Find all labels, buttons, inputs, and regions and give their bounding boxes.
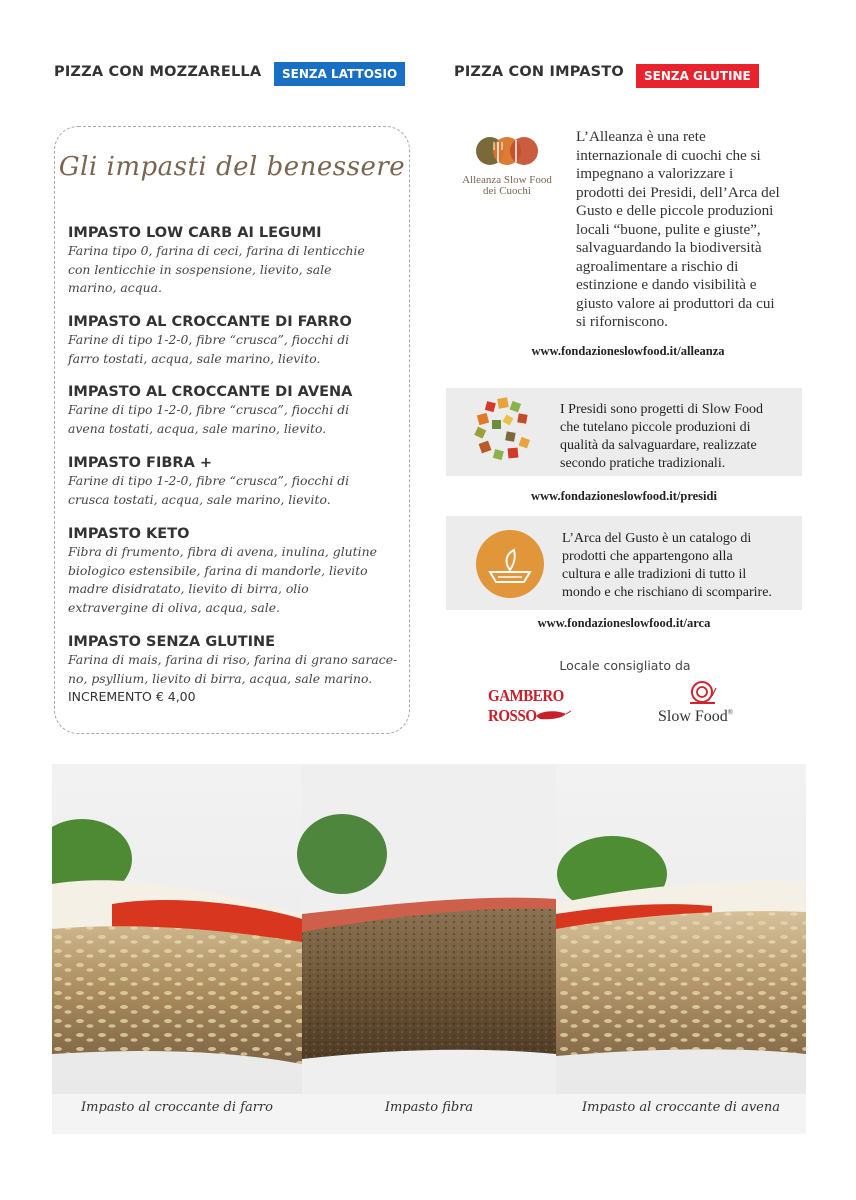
menu-item-desc: biologico estensibile, farina di mandorle, lievito [68,562,368,578]
pizza-photo-strip [52,764,806,1134]
arca-url[interactable]: www.fondazioneslowfood.it/arca [537,616,711,630]
menu-item-desc: Farine di tipo 1-2-0, fibre “crusca”, fiocchi di [68,402,350,417]
menu-item-desc: Farina di mais, farina di riso, farina di grano sarace- [68,652,398,667]
menu-item [68,454,398,509]
lactose-free-badge: SENZA LATTOSIO [274,62,405,86]
right-section-title: PIZZA CON IMPASTO [454,64,624,80]
menu-title: Gli impasti del benessere [58,152,406,182]
text-line: L’Alleanza è una rete [576,128,706,145]
text-line: I Presidi sono progetti di Slow Food [560,402,764,417]
menu-item [68,383,398,438]
text-line: prodotti che appartengono alla [562,549,733,564]
ark-of-taste-icon [474,528,546,600]
menu-item-name: IMPASTO SENZA GLUTINE [68,634,276,650]
menu-item-desc: Farine di tipo 1-2-0, fibre “crusca”, fiocchi di [68,473,350,488]
menu-item-name: IMPASTO AL CROCCANTE DI FARRO [68,314,352,330]
photo-caption: Impasto al croccante di avena [581,1100,780,1115]
text-line: si riforniscono. [576,313,668,330]
menu-item-desc: madre disidratato, lievito di birra, olio [68,581,309,596]
menu-item-name: IMPASTO KETO [68,526,190,542]
text-line: impegnano a valorizzare i [576,165,734,182]
text-line: che tutelano piccole produzioni di [560,420,751,435]
menu-item [68,525,398,617]
alliance-logo-text: Alleanza Slow Food [462,174,552,186]
gambero-rosso-wordmark: GAMBERO ROSSO [488,686,564,725]
presidi-description [560,401,800,473]
text-line: qualità da salvaguardare, realizzate [560,438,757,453]
text-line: prodotti dei Presidi, dell’Arca del [576,183,780,201]
menu-item-desc: Farine di tipo 1-2-0, fibre “crusca”, fiocchi di [68,332,350,347]
menu-item-name: IMPASTO FIBRA + [68,455,212,471]
menu-item-desc: Fibra di frumento, fibra di avena, inulina, glutine [68,544,377,559]
text-line: cultura e alle tradizioni di tutto il [562,567,747,582]
text-line: secondo pratiche tradizionali. [560,456,726,471]
shrimp-icon [532,708,572,722]
menu-item-name: IMPASTO LOW CARB AI LEGUMI [68,225,322,241]
menu-item-desc: farro tostati, acqua, sale marino, lievito. [68,350,321,366]
left-section-title: PIZZA CON MOZZARELLA [54,64,262,80]
slow-food-logo [652,680,762,726]
menu-item [68,633,398,706]
text-line: Gusto e delle piccole produzioni [576,202,774,219]
photo-caption: Impasto al croccante di farro [81,1100,273,1115]
alliance-logo [452,132,562,197]
presidi-url[interactable]: www.fondazioneslowfood.it/presidi [531,489,717,503]
registered-mark: ® [727,708,734,717]
menu-item-desc: extravergine di oliva, acqua, sale. [68,599,280,615]
menu-item-desc: con lenticchie in sospensione, lievito, sale [68,261,332,277]
gambero-rosso-logo [488,686,614,724]
photo-caption: Impasto fibra [384,1100,474,1115]
pizza-crusts-image [52,764,806,1094]
slow-food-wordmark: Slow Food [658,708,728,725]
menu-item-name: IMPASTO AL CROCCANTE DI AVENA [68,384,353,400]
presidi-mosaic-icon [470,392,540,472]
menu-item-desc: Farina tipo 0, farina di ceci, farina di lenticchie [68,243,365,258]
text-line: internazionale di cuochi che si [576,146,761,164]
arca-description [562,530,798,602]
gluten-free-badge: SENZA GLUTINE [636,64,759,88]
text-line: estinzione e dando visibilità e [576,276,757,293]
text-line: salvaguardando la biodiversità [576,239,762,256]
text-line: locali “buone, pulite e giuste”, [576,220,761,238]
menu-item-desc: marino, acqua. [68,280,162,295]
menu-item-desc: no, psyllium, lievito di birra, acqua, sale marino. [68,670,373,686]
alliance-url[interactable]: www.fondazioneslowfood.it/alleanza [531,344,725,358]
text-line: L’Arca del Gusto è un catalogo di [562,531,752,546]
presidi-logo [470,392,540,472]
menu-item-desc: avena tostati, acqua, sale marino, lievito. [68,420,327,436]
alliance-description [576,128,808,332]
alliance-emblem-icon [452,132,562,170]
snail-icon [688,680,718,706]
price-increment: INCREMENTO € 4,00 [68,689,196,704]
alliance-logo-text: dei Cuochi [483,185,531,197]
text-line: giusto valore ai produttori da cui [576,294,775,312]
arca-logo [474,528,546,600]
menu-item-desc: crusca tostati, acqua, sale marino, lievito. [68,491,331,507]
recommended-label: Locale consigliato da [559,658,691,673]
menu-item [68,224,398,298]
menu-item [68,313,398,368]
text-line: mondo e che rischiano di scomparire. [562,585,772,600]
text-line: agroalimentare a rischio di [576,257,739,275]
